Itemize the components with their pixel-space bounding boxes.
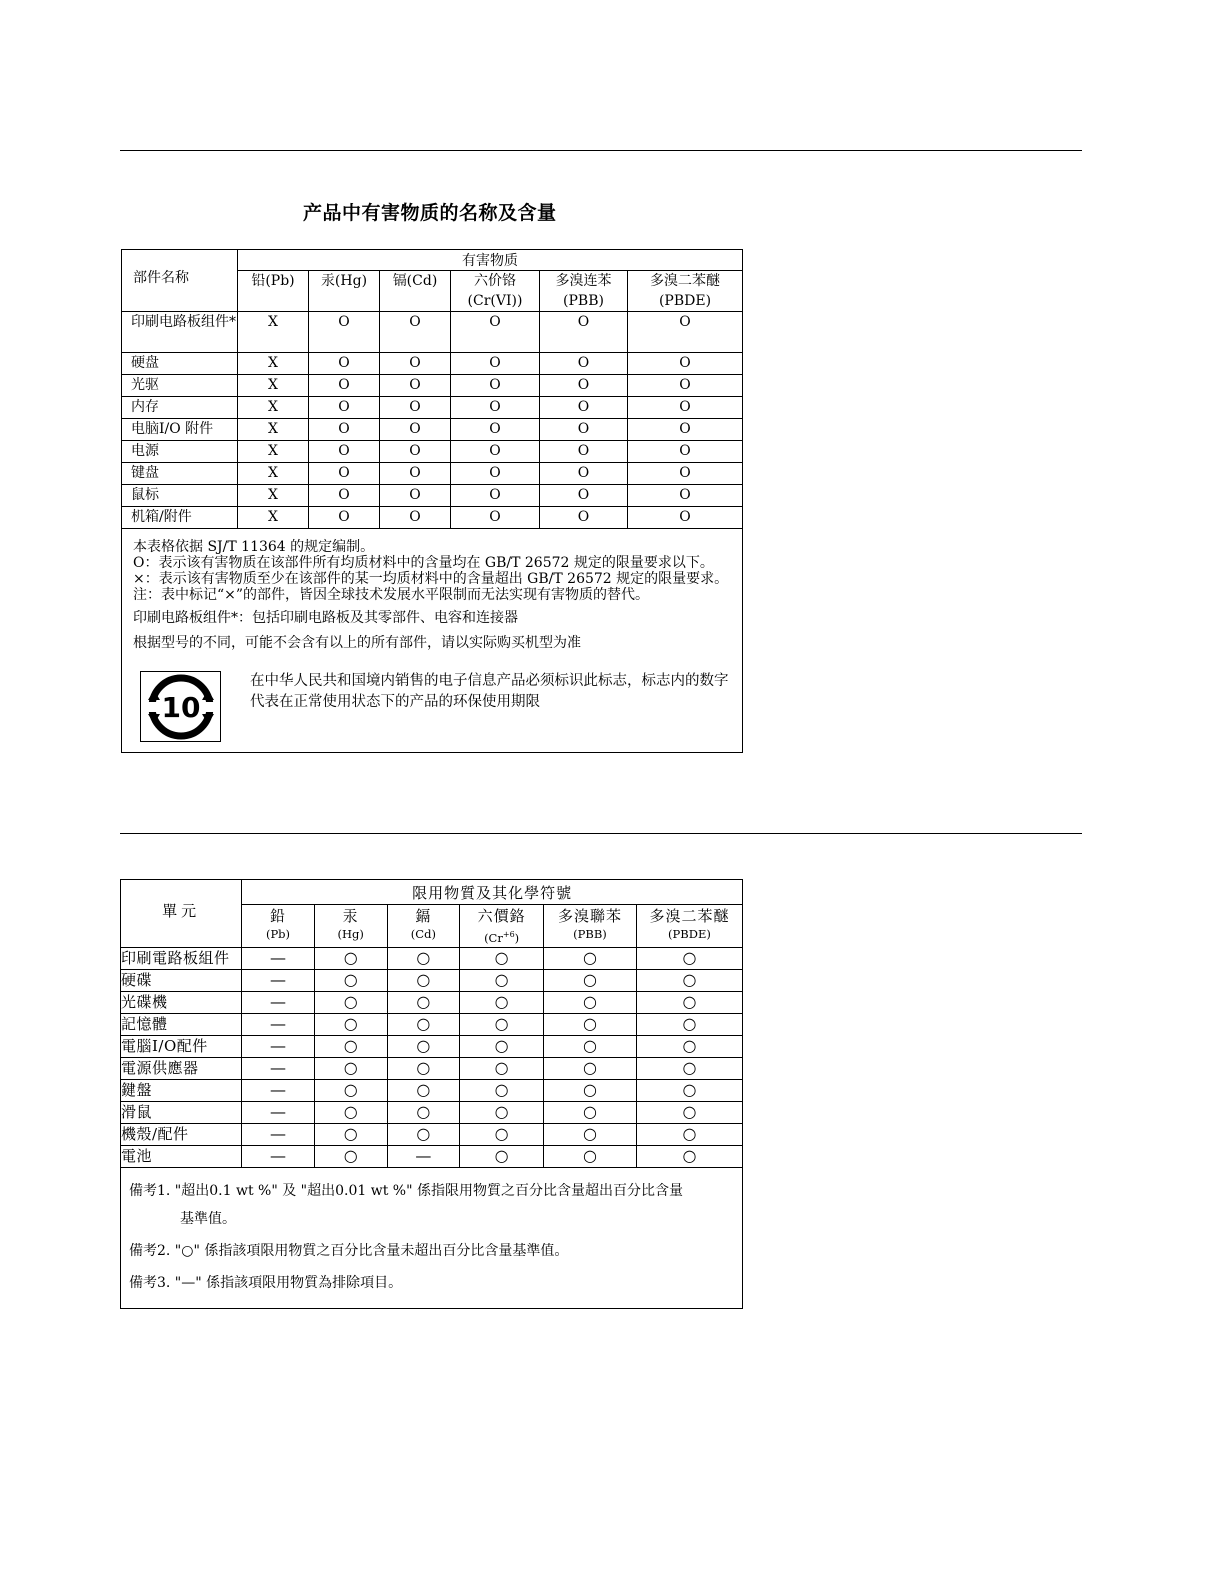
substance-value: ○ xyxy=(544,1057,637,1079)
hazardous-substances-table-simplified xyxy=(121,249,743,753)
substance-value: ○ xyxy=(636,1101,742,1123)
substance-value: — xyxy=(242,1123,315,1145)
substance-value: ○ xyxy=(636,991,742,1013)
substance-header xyxy=(242,905,315,948)
substance-value: O xyxy=(628,485,743,507)
substance-value: O xyxy=(309,463,380,485)
substance-header xyxy=(451,271,540,312)
substance-value: ○ xyxy=(387,947,460,969)
substance-value: ○ xyxy=(544,1145,637,1167)
substance-value: ○ xyxy=(544,969,637,991)
substance-value: X xyxy=(238,419,309,441)
substance-header xyxy=(380,271,451,312)
substance-value: O xyxy=(451,375,540,397)
substance-name: 铅(Pb) xyxy=(251,273,295,289)
substance-value: ○ xyxy=(387,1013,460,1035)
substance-value: ○ xyxy=(314,969,387,991)
substance-value: O xyxy=(451,397,540,419)
substance-value: — xyxy=(242,1035,315,1057)
substance-symbol xyxy=(315,926,387,943)
substance-value: O xyxy=(309,353,380,375)
hazardous-substances-header: 有害物质 xyxy=(238,250,743,271)
part-name: 电源 xyxy=(122,441,238,463)
substance-value: — xyxy=(242,1057,315,1079)
substance-value: O xyxy=(540,353,628,375)
part-name: 電池 xyxy=(121,1145,242,1167)
substance-value: O xyxy=(380,419,451,441)
part-name: 键盘 xyxy=(122,463,238,485)
table-row xyxy=(121,1079,743,1101)
part-name: 硬盘 xyxy=(122,353,238,375)
remark-1: 備考1. "超出0.1 wt %" 及 "超出0.01 wt %" 係指限用物質之百分比含量超出百分比含量 基準值。 xyxy=(129,1182,683,1227)
substance-value: O xyxy=(540,507,628,529)
substance-value: ○ xyxy=(387,1123,460,1145)
substance-value: — xyxy=(242,991,315,1013)
part-name-header: 部件名称 xyxy=(122,250,238,312)
table-row xyxy=(121,1013,743,1035)
substance-value: — xyxy=(242,947,315,969)
substance-value: ○ xyxy=(460,1101,544,1123)
substance-value: O xyxy=(451,507,540,529)
substance-header xyxy=(544,905,637,948)
substance-value: X xyxy=(238,507,309,529)
substance-value: O xyxy=(380,485,451,507)
efup-10-logo xyxy=(140,671,221,742)
table-row xyxy=(122,507,743,529)
substance-value: ○ xyxy=(636,1145,742,1167)
substance-value: ○ xyxy=(387,969,460,991)
unit-header: 單元 xyxy=(121,880,242,948)
substance-value: O xyxy=(380,463,451,485)
part-name: 記憶體 xyxy=(121,1013,242,1035)
part-name: 机箱/附件 xyxy=(122,507,238,529)
substance-name: 镉(Cd) xyxy=(392,273,438,289)
table-row xyxy=(122,485,743,507)
substance-name: 多溴二苯醚 xyxy=(649,907,730,925)
substance-header xyxy=(628,271,743,312)
substance-value: O xyxy=(380,312,451,353)
table-row xyxy=(121,1145,743,1167)
part-name: 电脑I/O 附件 xyxy=(122,419,238,441)
substance-value: O xyxy=(540,375,628,397)
svg-text:10: 10 xyxy=(161,690,200,724)
substance-value: ○ xyxy=(460,1079,544,1101)
middle-divider xyxy=(120,833,1082,834)
substance-value: O xyxy=(380,397,451,419)
substance-value: ○ xyxy=(314,1145,387,1167)
substance-symbol: (PBDE) xyxy=(658,293,712,309)
substance-value: O xyxy=(628,441,743,463)
substance-value: O xyxy=(380,441,451,463)
substance-value: O xyxy=(451,441,540,463)
part-name: 印刷電路板組件 xyxy=(121,947,242,969)
table2-notes xyxy=(121,1167,743,1308)
substance-name: 多溴聯苯 xyxy=(557,907,622,925)
substance-value: ○ xyxy=(636,1013,742,1035)
substance-value: ○ xyxy=(460,1145,544,1167)
symbol-text: (Cd) xyxy=(410,927,436,941)
substance-symbol xyxy=(460,926,543,947)
substance-value: ○ xyxy=(460,947,544,969)
substance-value: — xyxy=(242,1145,315,1167)
table-row xyxy=(122,419,743,441)
substance-value: ○ xyxy=(636,1079,742,1101)
substance-header xyxy=(540,271,628,312)
efup-mark-text: 在中华人民共和国境内销售的电子信息产品必须标识此标志，标志内的数字代表在正常使用状态下的产品的环保使用期限 xyxy=(250,673,729,710)
substance-value: X xyxy=(238,312,309,353)
part-name: 電源供應器 xyxy=(121,1057,242,1079)
substance-name: 汞(Hg) xyxy=(320,273,368,289)
substance-value: X xyxy=(238,485,309,507)
substance-value: ○ xyxy=(314,1101,387,1123)
substance-value: O xyxy=(540,441,628,463)
table-row xyxy=(121,1101,743,1123)
substance-value: ○ xyxy=(544,1123,637,1145)
symbol-end: ) xyxy=(514,930,520,945)
substance-value: O xyxy=(628,419,743,441)
substance-value: ○ xyxy=(387,991,460,1013)
substance-value: X xyxy=(238,375,309,397)
substance-value: O xyxy=(309,419,380,441)
table-row xyxy=(122,353,743,375)
page-title: 产品中有害物质的名称及含量 xyxy=(303,202,557,224)
efup-icon xyxy=(148,674,214,740)
substance-value: O xyxy=(540,485,628,507)
substance-value: O xyxy=(309,312,380,353)
substance-value: O xyxy=(309,441,380,463)
note-line: 根据型号的不同，可能不会含有以上的所有部件，请以实际购买机型为准 xyxy=(133,635,581,651)
substance-name: 鎘 xyxy=(415,907,432,925)
part-name: 鍵盤 xyxy=(121,1079,242,1101)
substance-value: X xyxy=(238,353,309,375)
table1-notes xyxy=(122,529,743,753)
substance-value: O xyxy=(540,397,628,419)
substance-value: O xyxy=(309,397,380,419)
symbol-text: (Cr xyxy=(484,930,503,945)
substance-value: ○ xyxy=(314,1079,387,1101)
substance-value: ○ xyxy=(544,1079,637,1101)
substance-value: O xyxy=(451,463,540,485)
top-divider xyxy=(120,150,1082,151)
substance-value: O xyxy=(451,353,540,375)
substance-value: ○ xyxy=(544,947,637,969)
symbol-text: (PBB) xyxy=(573,927,607,941)
substance-header xyxy=(314,905,387,948)
substance-value: ○ xyxy=(387,1101,460,1123)
substance-value: ○ xyxy=(636,1057,742,1079)
substance-header xyxy=(636,905,742,948)
substance-value: ○ xyxy=(460,1035,544,1057)
symbol-superscript: +6 xyxy=(502,930,515,939)
substance-value: X xyxy=(238,441,309,463)
remark-3: 備考3. "—" 係指該項限用物質為排除項目。 xyxy=(129,1274,403,1291)
substance-header xyxy=(309,271,380,312)
substance-symbol: (PBB) xyxy=(563,293,604,309)
symbol-text: (Pb) xyxy=(265,927,291,941)
substance-value: ○ xyxy=(314,1013,387,1035)
table-row xyxy=(121,1057,743,1079)
substance-value: X xyxy=(238,397,309,419)
substance-name: 多溴二苯醚 xyxy=(650,273,720,289)
table-row xyxy=(122,463,743,485)
table-row xyxy=(122,397,743,419)
restricted-substances-table-traditional xyxy=(120,879,743,1309)
part-name: 電腦I/O配件 xyxy=(121,1035,242,1057)
substance-value: O xyxy=(451,485,540,507)
substance-name: 六价铬 xyxy=(474,273,516,289)
substance-value: O xyxy=(540,312,628,353)
substance-value: ○ xyxy=(636,1035,742,1057)
substance-value: ○ xyxy=(314,1035,387,1057)
symbol-text: (PBDE) xyxy=(668,927,711,941)
substance-symbol: (Cr(VI)) xyxy=(467,293,523,309)
substance-value: ○ xyxy=(387,1057,460,1079)
substance-value: X xyxy=(238,463,309,485)
substance-name: 六價鉻 xyxy=(477,907,526,925)
table-row xyxy=(121,1035,743,1057)
table-row xyxy=(121,991,743,1013)
substance-value: — xyxy=(242,1101,315,1123)
substance-value: ○ xyxy=(314,1057,387,1079)
note-line: ×：表示该有害物质至少在该部件的某一均质材料中的含量超出 GB/T 26572 规定的限量要求。 xyxy=(133,571,729,587)
substance-header xyxy=(387,905,460,948)
part-name: 鼠标 xyxy=(122,485,238,507)
substance-header xyxy=(238,271,309,312)
substance-value: ○ xyxy=(387,1079,460,1101)
part-name: 硬碟 xyxy=(121,969,242,991)
substance-value: O xyxy=(451,419,540,441)
table-row xyxy=(121,969,743,991)
substance-symbol xyxy=(242,926,314,943)
table-row xyxy=(122,312,743,353)
table-row xyxy=(122,375,743,397)
substance-value: — xyxy=(242,969,315,991)
substance-value: O xyxy=(540,419,628,441)
substance-value: ○ xyxy=(544,1013,637,1035)
substance-value: ○ xyxy=(314,991,387,1013)
substance-value: O xyxy=(380,375,451,397)
substance-value: — xyxy=(242,1079,315,1101)
substance-value: ○ xyxy=(544,991,637,1013)
substance-value: O xyxy=(628,507,743,529)
substance-value: ○ xyxy=(460,991,544,1013)
substance-symbol xyxy=(637,926,742,943)
substance-value: O xyxy=(380,353,451,375)
substance-symbol xyxy=(388,926,460,943)
substance-value: ○ xyxy=(460,1013,544,1035)
substance-value: ○ xyxy=(544,1035,637,1057)
substance-value: ○ xyxy=(636,947,742,969)
substance-value: O xyxy=(309,485,380,507)
substance-value: ○ xyxy=(387,1035,460,1057)
substance-value: O xyxy=(309,507,380,529)
symbol-text: (Hg) xyxy=(337,927,364,941)
substance-value: ○ xyxy=(314,947,387,969)
substance-name: 鉛 xyxy=(269,907,286,925)
substance-value: ○ xyxy=(460,1123,544,1145)
substance-value: O xyxy=(628,397,743,419)
part-name: 滑鼠 xyxy=(121,1101,242,1123)
substance-value: ○ xyxy=(314,1123,387,1145)
table-row xyxy=(121,1123,743,1145)
substance-value: O xyxy=(540,463,628,485)
substance-name: 多溴连苯 xyxy=(555,273,612,289)
substance-value: O xyxy=(628,353,743,375)
substance-value: ○ xyxy=(636,1123,742,1145)
part-name: 機殼/配件 xyxy=(121,1123,242,1145)
substance-value: ○ xyxy=(460,969,544,991)
restricted-substances-header: 限用物質及其化學符號 xyxy=(242,880,743,905)
part-name: 光驱 xyxy=(122,375,238,397)
substance-value: O xyxy=(628,463,743,485)
substance-value: — xyxy=(387,1145,460,1167)
substance-symbol xyxy=(544,926,636,943)
substance-value: O xyxy=(628,312,743,353)
substance-value: ○ xyxy=(460,1057,544,1079)
table-row xyxy=(122,441,743,463)
part-name: 内存 xyxy=(122,397,238,419)
substance-value: O xyxy=(451,312,540,353)
note-line: 注：表中标记“×”的部件，皆因全球技术发展水平限制而无法实现有害物质的替代。 xyxy=(133,587,650,603)
substance-value: ○ xyxy=(636,969,742,991)
substance-value: O xyxy=(628,375,743,397)
note-line: 印刷电路板组件*：包括印刷电路板及其零部件、电容和连接器 xyxy=(133,610,518,626)
part-name: 印刷电路板组件* xyxy=(122,312,238,353)
substance-value: ○ xyxy=(544,1101,637,1123)
part-name: 光碟機 xyxy=(121,991,242,1013)
substance-value: O xyxy=(309,375,380,397)
remark-2: 備考2. "○" 係指該項限用物質之百分比含量未超出百分比含量基準值。 xyxy=(129,1242,569,1259)
note-line: 本表格依据 SJ/T 11364 的规定编制。 xyxy=(133,539,375,555)
substance-value: — xyxy=(242,1013,315,1035)
note-line: O：表示该有害物质在该部件所有均质材料中的含量均在 GB/T 26572 规定的限量要求以下。 xyxy=(133,555,714,571)
substance-header xyxy=(460,905,544,948)
substance-name: 汞 xyxy=(342,907,359,925)
table-row xyxy=(121,947,743,969)
substance-value: O xyxy=(380,507,451,529)
